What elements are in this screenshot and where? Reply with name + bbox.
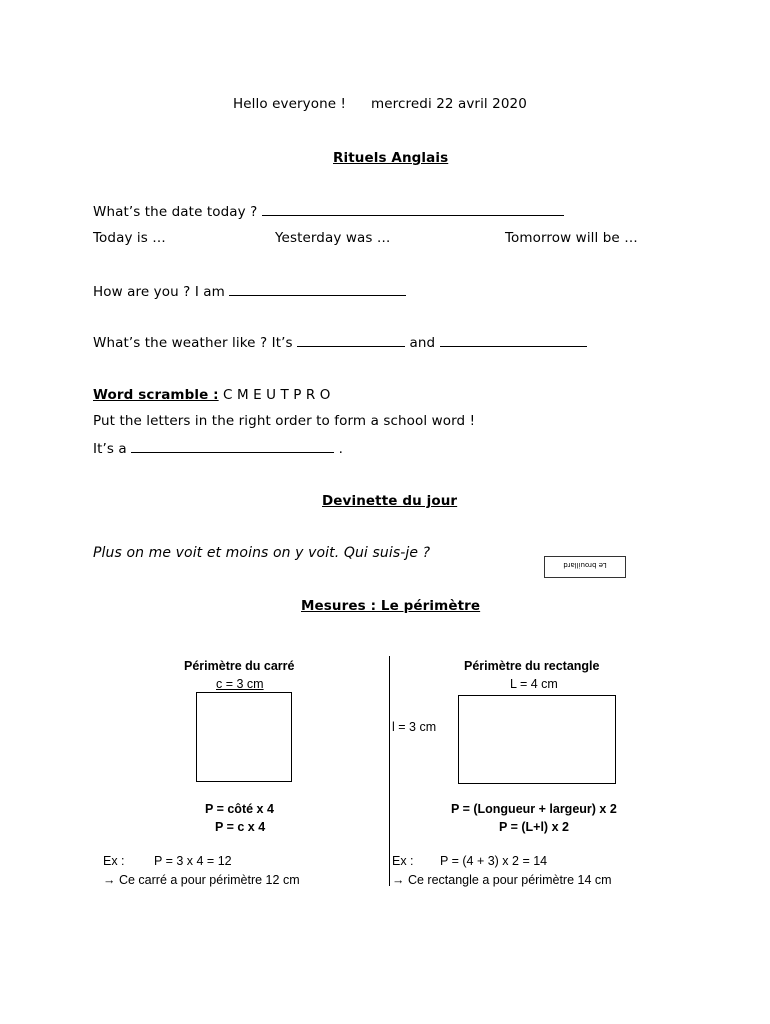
weather-line [93,334,587,351]
carre-ex-calc: P = 3 x 4 = 12 [154,854,232,868]
word-scramble-label: Word scramble : [93,387,219,403]
rectangle-ex-label: Ex : [392,854,414,868]
feeling-blank [229,283,406,296]
rectangle-ex-calc: P = (4 + 3) x 2 = 14 [440,854,548,868]
carre-formula-2: P = c x 4 [215,820,266,834]
rituels-title: Rituels Anglais [333,150,449,166]
rectangle-title: Périmètre du rectangle [464,659,600,673]
weather-blank-1 [297,334,405,347]
how-are-you-text: How are you ? I am [93,284,225,300]
carre-side: c = 3 cm [216,677,264,691]
weather-and: and [409,335,436,351]
date-answer-blank [262,203,564,216]
riddle-text: Plus on me voit et moins on y voit. Qui suis-je ? [93,545,431,561]
how-are-you [93,283,406,300]
weather-text: What’s the weather like ? It’s [93,335,293,351]
yesterday-text: Yesterday was … [275,230,391,246]
word-scramble-line [93,387,330,403]
its-a-period: . [338,441,343,457]
carre-ex-label: Ex : [103,854,125,868]
rectangle-formula-1: P = (Longueur + largeur) x 2 [451,802,617,816]
rectangle-conclusion: → Ce rectangle a pour périmètre 14 cm [392,873,612,887]
scramble-letters: C M E U T P R O [223,387,331,403]
date-question-text: What’s the date today ? [93,204,258,220]
today-text: Today is … [93,230,166,246]
date-question [93,203,564,220]
school-word-blank [131,440,334,453]
greeting: Hello everyone ! [233,96,347,112]
column-divider [389,656,390,886]
carre-title: Périmètre du carré [184,659,295,673]
riddle-answer-box [544,556,626,578]
rectangle-length: L = 4 cm [510,677,558,691]
rectangle-formula-2: P = (L+l) x 2 [499,820,569,834]
carre-conclusion: → Ce carré a pour périmètre 12 cm [103,873,300,887]
rectangle-shape [458,695,616,784]
square-shape [196,692,292,782]
scramble-instruction: Put the letters in the right order to form a school word ! [93,413,476,429]
date-text: mercredi 22 avril 2020 [371,96,527,112]
carre-formula-1: P = côté x 4 [205,802,274,816]
tomorrow-text: Tomorrow will be … [505,230,638,246]
riddle-answer: Le brouillard [563,561,607,569]
its-a-line [93,440,343,457]
its-a-text: It’s a [93,441,127,457]
rectangle-width: l = 3 cm [392,720,437,734]
mesures-title: Mesures : Le périmètre [301,598,481,614]
weather-blank-2 [440,334,587,347]
devinette-title: Devinette du jour [322,493,458,509]
